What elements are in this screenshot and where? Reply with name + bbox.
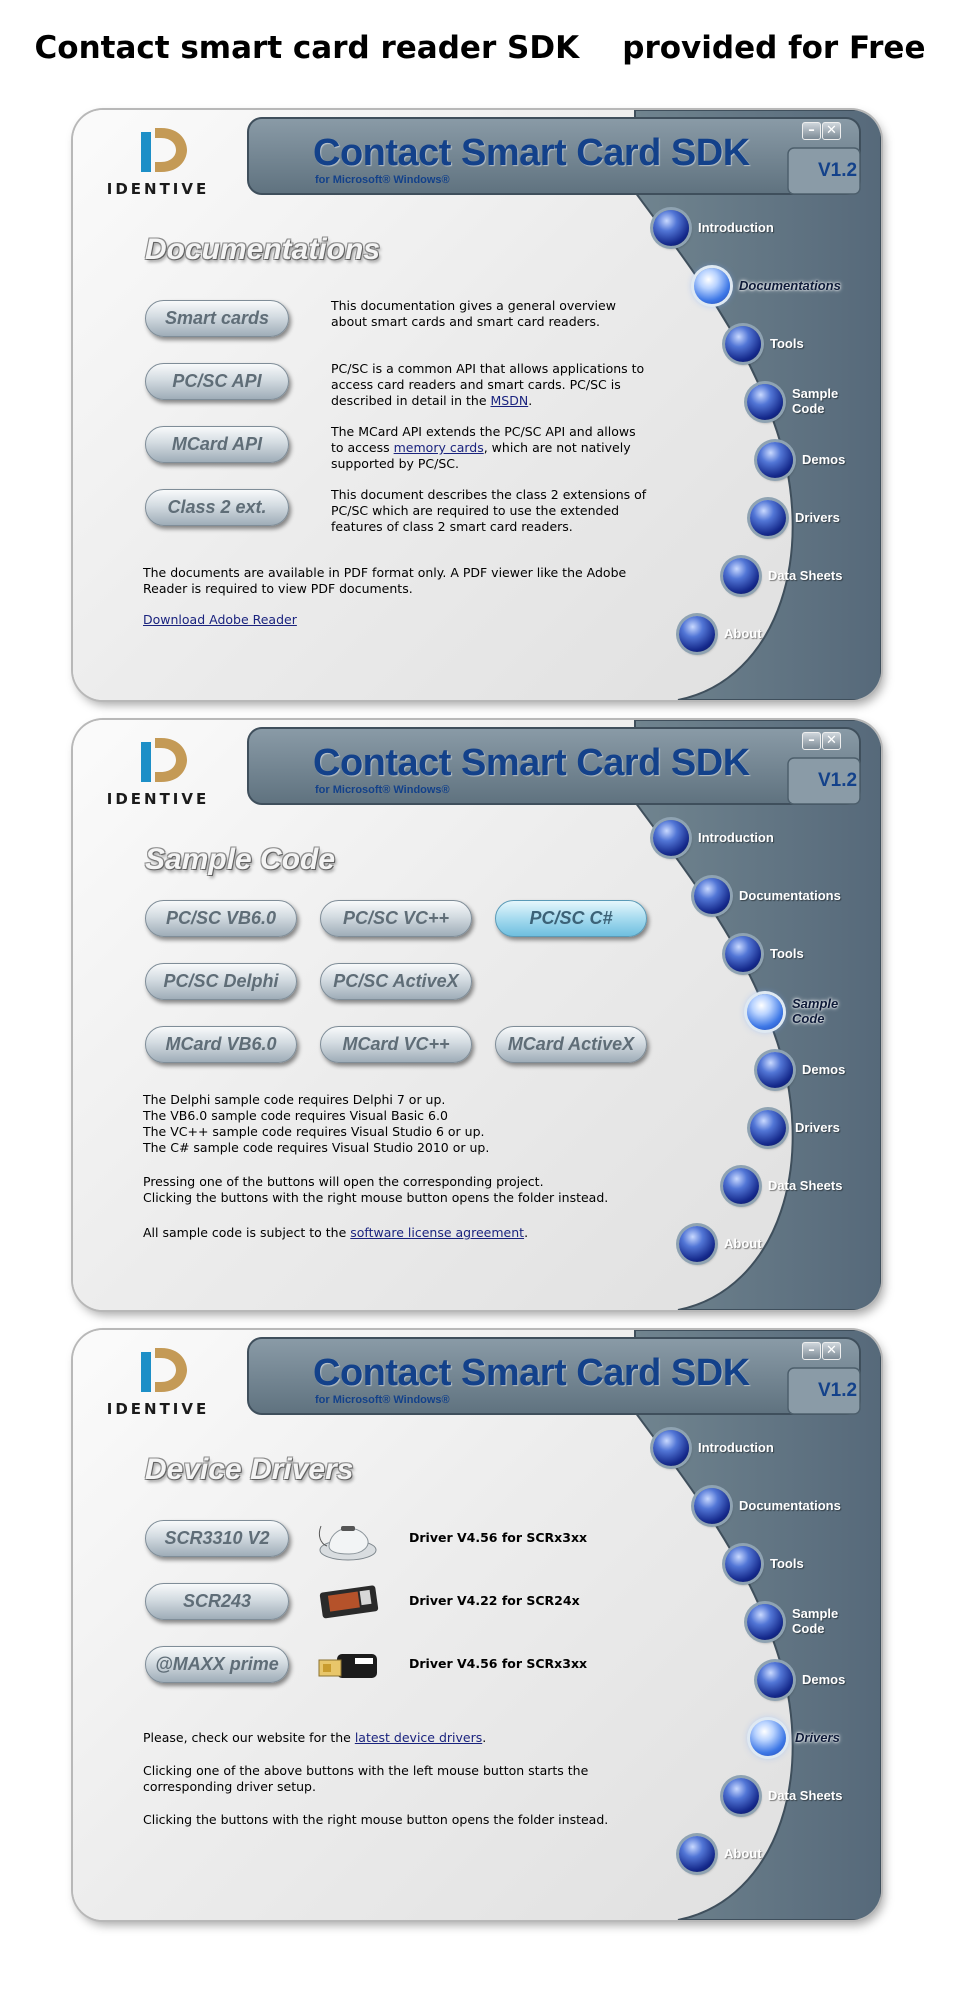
requirement-line: The C# sample code requires Visual Studio 2010 or up. — [143, 1140, 490, 1155]
header-subtitle: for Microsoft® Windows® — [315, 1394, 450, 1406]
sample-code-button[interactable]: MCard ActiveX — [495, 1026, 647, 1063]
nav-orb-icon — [723, 1168, 759, 1204]
close-button[interactable]: ✕ — [822, 122, 841, 140]
driver-version-text: Driver V4.56 for SCRx3xx — [409, 1530, 588, 1545]
requirement-line: The VB6.0 sample code requires Visual Basic 6.0 — [143, 1108, 448, 1123]
identive-logo-icon — [139, 1346, 189, 1394]
sdk-window — [73, 1330, 881, 1920]
close-button[interactable]: ✕ — [822, 1342, 841, 1360]
doc-button[interactable]: MCard API — [145, 426, 289, 463]
nav-item-label: Documentations — [739, 1498, 841, 1513]
nav-orb-icon — [757, 1662, 793, 1698]
nav-orb-icon — [679, 1836, 715, 1872]
nav-item-label: Sample Code — [792, 996, 839, 1026]
section-title: Device Drivers — [145, 1453, 354, 1486]
license-text — [143, 1225, 663, 1241]
requirements-text — [143, 1092, 663, 1156]
sample-code-button[interactable]: MCard VC++ — [320, 1026, 472, 1063]
identive-logo — [95, 126, 221, 200]
nav-item-label: Tools — [770, 1556, 804, 1571]
inline-link[interactable]: software license agreement — [350, 1225, 525, 1240]
logo-wordmark: IDENTIVE — [106, 790, 210, 808]
text-span: PC/SC is a common API that allows applications to access card readers and smart cards. PC/SC is described in detail in the — [331, 361, 645, 408]
section-title: Sample Code — [145, 843, 336, 876]
version-label: V1.2 — [818, 770, 858, 791]
text-span: . — [482, 1730, 487, 1745]
doc-description — [331, 487, 649, 535]
nav-orb-icon — [747, 1604, 783, 1640]
driver-version-text: Driver V4.56 for SCRx3xx — [409, 1656, 588, 1671]
nav-orb-icon — [757, 442, 793, 478]
usb-reader-icon — [315, 1516, 381, 1562]
nav-orb-icon — [694, 268, 730, 304]
nav-item-label: Introduction — [698, 1440, 774, 1455]
sdk-window — [73, 110, 881, 700]
inline-link[interactable]: latest device drivers — [354, 1730, 483, 1745]
minimize-button[interactable]: – — [802, 1342, 821, 1360]
nav-item-label: Drivers — [795, 510, 840, 525]
nav-orb-icon — [653, 820, 689, 856]
nav-item-label: Tools — [770, 946, 804, 961]
nav-item-label: Data Sheets — [768, 1788, 843, 1803]
nav-item-label: Documentations — [739, 888, 841, 903]
pcmcia-card-icon — [315, 1579, 381, 1625]
text-span: All sample code is subject to the — [143, 1225, 351, 1240]
nav-orb-icon — [653, 1430, 689, 1466]
version-label: V1.2 — [818, 1380, 858, 1401]
text-span: . — [528, 393, 533, 408]
sample-code-button[interactable]: PC/SC ActiveX — [320, 963, 472, 1000]
text-span: This documentation gives a general overview about smart cards and smart card readers. — [331, 298, 616, 329]
instruction-line: Pressing one of the buttons will open the corresponding project. — [143, 1174, 544, 1189]
section-title: Documentations — [145, 233, 381, 266]
identive-logo-icon — [139, 126, 189, 174]
text-span: The MCard API extends the PC/SC API and allows to access — [331, 424, 636, 455]
inline-link[interactable]: MSDN — [490, 393, 529, 408]
nav-orb-icon — [723, 558, 759, 594]
driver-button[interactable]: SCR3310 V2 — [145, 1520, 289, 1557]
nav-item-label: Documentations — [739, 278, 841, 293]
instructions-text — [143, 1174, 663, 1206]
doc-description — [331, 424, 649, 472]
pdf-note: The documents are available in PDF format only. A PDF viewer like the Adobe Reader is required to view PDF documents. — [143, 565, 627, 596]
requirement-line: The VC++ sample code requires Visual Studio 6 or up. — [143, 1124, 485, 1139]
nav-item-label: Drivers — [795, 1730, 840, 1745]
sample-code-button[interactable]: MCard VB6.0 — [145, 1026, 297, 1063]
header-subtitle: for Microsoft® Windows® — [315, 784, 450, 796]
nav-item-label: Demos — [802, 1062, 846, 1077]
nav-item-label: Demos — [802, 452, 846, 467]
minimize-button[interactable]: – — [802, 122, 821, 140]
doc-button[interactable]: Smart cards — [145, 300, 289, 337]
nav-orb-icon — [750, 500, 786, 536]
nav-orb-icon — [723, 1778, 759, 1814]
sample-code-button[interactable]: PC/SC Delphi — [145, 963, 297, 1000]
nav-item-label: About — [724, 1236, 762, 1251]
folder-note: Clicking the buttons with the right mouse button opens the folder instead. — [143, 1812, 609, 1827]
nav-item-label: About — [724, 1846, 762, 1861]
driver-setup-note: Clicking one of the above buttons with the left mouse button starts the corresponding driver setup. — [143, 1763, 589, 1794]
nav-orb-icon — [679, 616, 715, 652]
doc-button[interactable]: PC/SC API — [145, 363, 289, 400]
logo-wordmark: IDENTIVE — [106, 1400, 210, 1418]
nav-item-label: Introduction — [698, 830, 774, 845]
text-span: Please, check our website for the — [143, 1730, 355, 1745]
nav-item-label: Data Sheets — [768, 568, 843, 583]
inline-link[interactable]: memory cards — [393, 440, 484, 455]
doc-description — [331, 298, 649, 330]
version-label: V1.2 — [818, 160, 858, 181]
nav-item-label: Data Sheets — [768, 1178, 843, 1193]
minimize-button[interactable]: – — [802, 732, 821, 750]
sample-code-button[interactable]: PC/SC VC++ — [320, 900, 472, 937]
header-title: Contact Smart Card SDK — [313, 742, 750, 784]
nav-orb-icon — [750, 1720, 786, 1756]
logo-wordmark: IDENTIVE — [106, 180, 210, 198]
page-title: Contact smart card reader SDK provided for Free — [34, 30, 926, 66]
nav-item-label: Sample Code — [792, 386, 839, 416]
driver-button[interactable]: @MAXX prime — [145, 1646, 289, 1683]
instruction-line: Clicking the buttons with the right mouse button opens the folder instead. — [143, 1190, 609, 1205]
sdk-window — [73, 720, 881, 1310]
sample-code-button[interactable]: PC/SC VB6.0 — [145, 900, 297, 937]
usb-token-icon — [315, 1642, 381, 1688]
nav-orb-icon — [694, 878, 730, 914]
nav-orb-icon — [653, 210, 689, 246]
identive-logo-icon — [139, 736, 189, 784]
driver-version-text: Driver V4.22 for SCR24x — [409, 1593, 580, 1608]
nav-orb-icon — [750, 1110, 786, 1146]
text-span: , which are not natively supported by PC/SC. — [331, 440, 631, 471]
header-title: Contact Smart Card SDK — [313, 132, 750, 174]
identive-logo — [95, 736, 221, 810]
text-span: . — [524, 1225, 529, 1240]
header-title: Contact Smart Card SDK — [313, 1352, 750, 1394]
nav-item-label: Sample Code — [792, 1606, 839, 1636]
close-button[interactable]: ✕ — [822, 732, 841, 750]
nav-orb-icon — [679, 1226, 715, 1262]
nav-orb-icon — [747, 994, 783, 1030]
nav-item-label: About — [724, 626, 762, 641]
nav-item-label: Introduction — [698, 220, 774, 235]
nav-orb-icon — [725, 1546, 761, 1582]
doc-description — [331, 361, 649, 409]
nav-orb-icon — [725, 936, 761, 972]
driver-button[interactable]: SCR243 — [145, 1583, 289, 1620]
header-subtitle: for Microsoft® Windows® — [315, 174, 450, 186]
nav-item-label: Tools — [770, 336, 804, 351]
sample-code-button[interactable]: PC/SC C# — [495, 900, 647, 937]
requirement-line: The Delphi sample code requires Delphi 7 or up. — [143, 1092, 446, 1107]
nav-orb-icon — [757, 1052, 793, 1088]
nav-orb-icon — [694, 1488, 730, 1524]
website-note — [143, 1730, 663, 1746]
download-adobe-reader-link[interactable]: Download Adobe Reader — [143, 612, 297, 627]
nav-orb-icon — [747, 384, 783, 420]
nav-item-label: Demos — [802, 1672, 846, 1687]
nav-item-label: Drivers — [795, 1120, 840, 1135]
doc-button[interactable]: Class 2 ext. — [145, 489, 289, 526]
identive-logo — [95, 1346, 221, 1420]
text-span: This document describes the class 2 extensions of PC/SC which are required to use the extended features of class 2 smart card readers. — [331, 487, 647, 534]
nav-orb-icon — [725, 326, 761, 362]
